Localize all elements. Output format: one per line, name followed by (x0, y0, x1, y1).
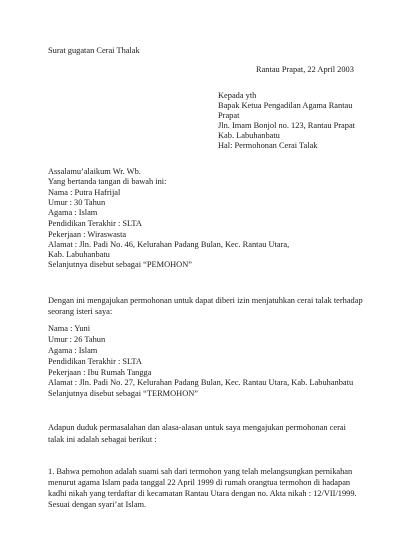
petitioner-job: Pekerjaan : Wiraswasta (48, 230, 127, 239)
reasons-intro-line: Adapun duduk permasalahan dan alasa-alasan untuk saya mengajukan permohonan cerai (48, 423, 346, 432)
recipient-line: Bapak Ketua Pengadilan Agama Rantau (218, 101, 353, 110)
point-1-line: menurut agama Islam pada tanggal 22 April 1999 di rumah orangtua termohon di hadapan (48, 478, 351, 487)
petitioner-religion: Agama : Islam (48, 208, 98, 217)
request-line: seorang isteri saya: (48, 307, 113, 316)
point-1-line: 1. Bahwa pemohon adalah suami sah dari termohon yang telah melangsungkan pernikahan (48, 467, 353, 476)
recipient-line: Hal: Permohonan Cerai Talak (218, 141, 318, 150)
request-line: Dengan ini mengajukan permohonan untuk dapat diberi izin menjatuhkan cerai talak terhadap (48, 296, 363, 305)
reasons-intro-line: talak ini adalah sebagai berikut : (48, 435, 157, 444)
letter-title: Surat gugatan Cerai Thalak (48, 46, 140, 55)
opening-line: Yang bertanda tangan di bawah ini: (48, 177, 167, 186)
point-1-line: Sesuai dengan syari’at Islam. (48, 500, 147, 509)
letter-date: Rantau Prapat, 22 April 2003 (256, 65, 354, 74)
respondent-name: Nama : Yuni (48, 324, 91, 333)
opening-line: Assalamu’alaikum Wr. Wb. (48, 167, 141, 176)
respondent-age: Umur : 26 Tahun (48, 335, 106, 344)
recipient-line: Jln. Imam Bonjol no. 123, Rantau Prapat (218, 121, 356, 130)
petitioner-education: Pendidikan Terakhir : SLTA (48, 219, 142, 228)
petitioner-address: Alamat : Jln. Padi No. 46, Kelurahan Padang Bulan, Kec. Rantau Utara, (48, 240, 290, 249)
recipient-line: Prapat (218, 111, 240, 120)
respondent-education: Pendidikan Terakhir : SLTA (48, 357, 142, 366)
respondent-address: Alamat : Jln. Padi No. 27, Kelurahan Padang Bulan, Kec. Rantau Utara, Kab. Labuhanbatu (48, 378, 354, 387)
respondent-job: Pekerjaan : Ibu Rumah Tangga (48, 368, 152, 377)
respondent-religion: Agama : Islam (48, 346, 98, 355)
petitioner-name: Nama : Putra Hafrijal (48, 188, 121, 197)
recipient-line: Kepada yth (218, 91, 257, 100)
point-1-line: kadhi nikah yang terdaftar di kecamatan Rantau Utara dengan no. Akta nikah : 12/VII/1999. (48, 489, 357, 498)
recipient-line: Kab. Labuhanbatu (218, 131, 280, 140)
petitioner-designation: Selanjutnya disebut sebagai “PEMOHON” (48, 260, 192, 269)
petitioner-age: Umur : 30 Tahun (48, 198, 106, 207)
petitioner-address-2: Kab. Labuhanbatu (48, 250, 110, 259)
respondent-designation: Selanjutnya disebut sebagai “TERMOHON” (48, 389, 199, 398)
